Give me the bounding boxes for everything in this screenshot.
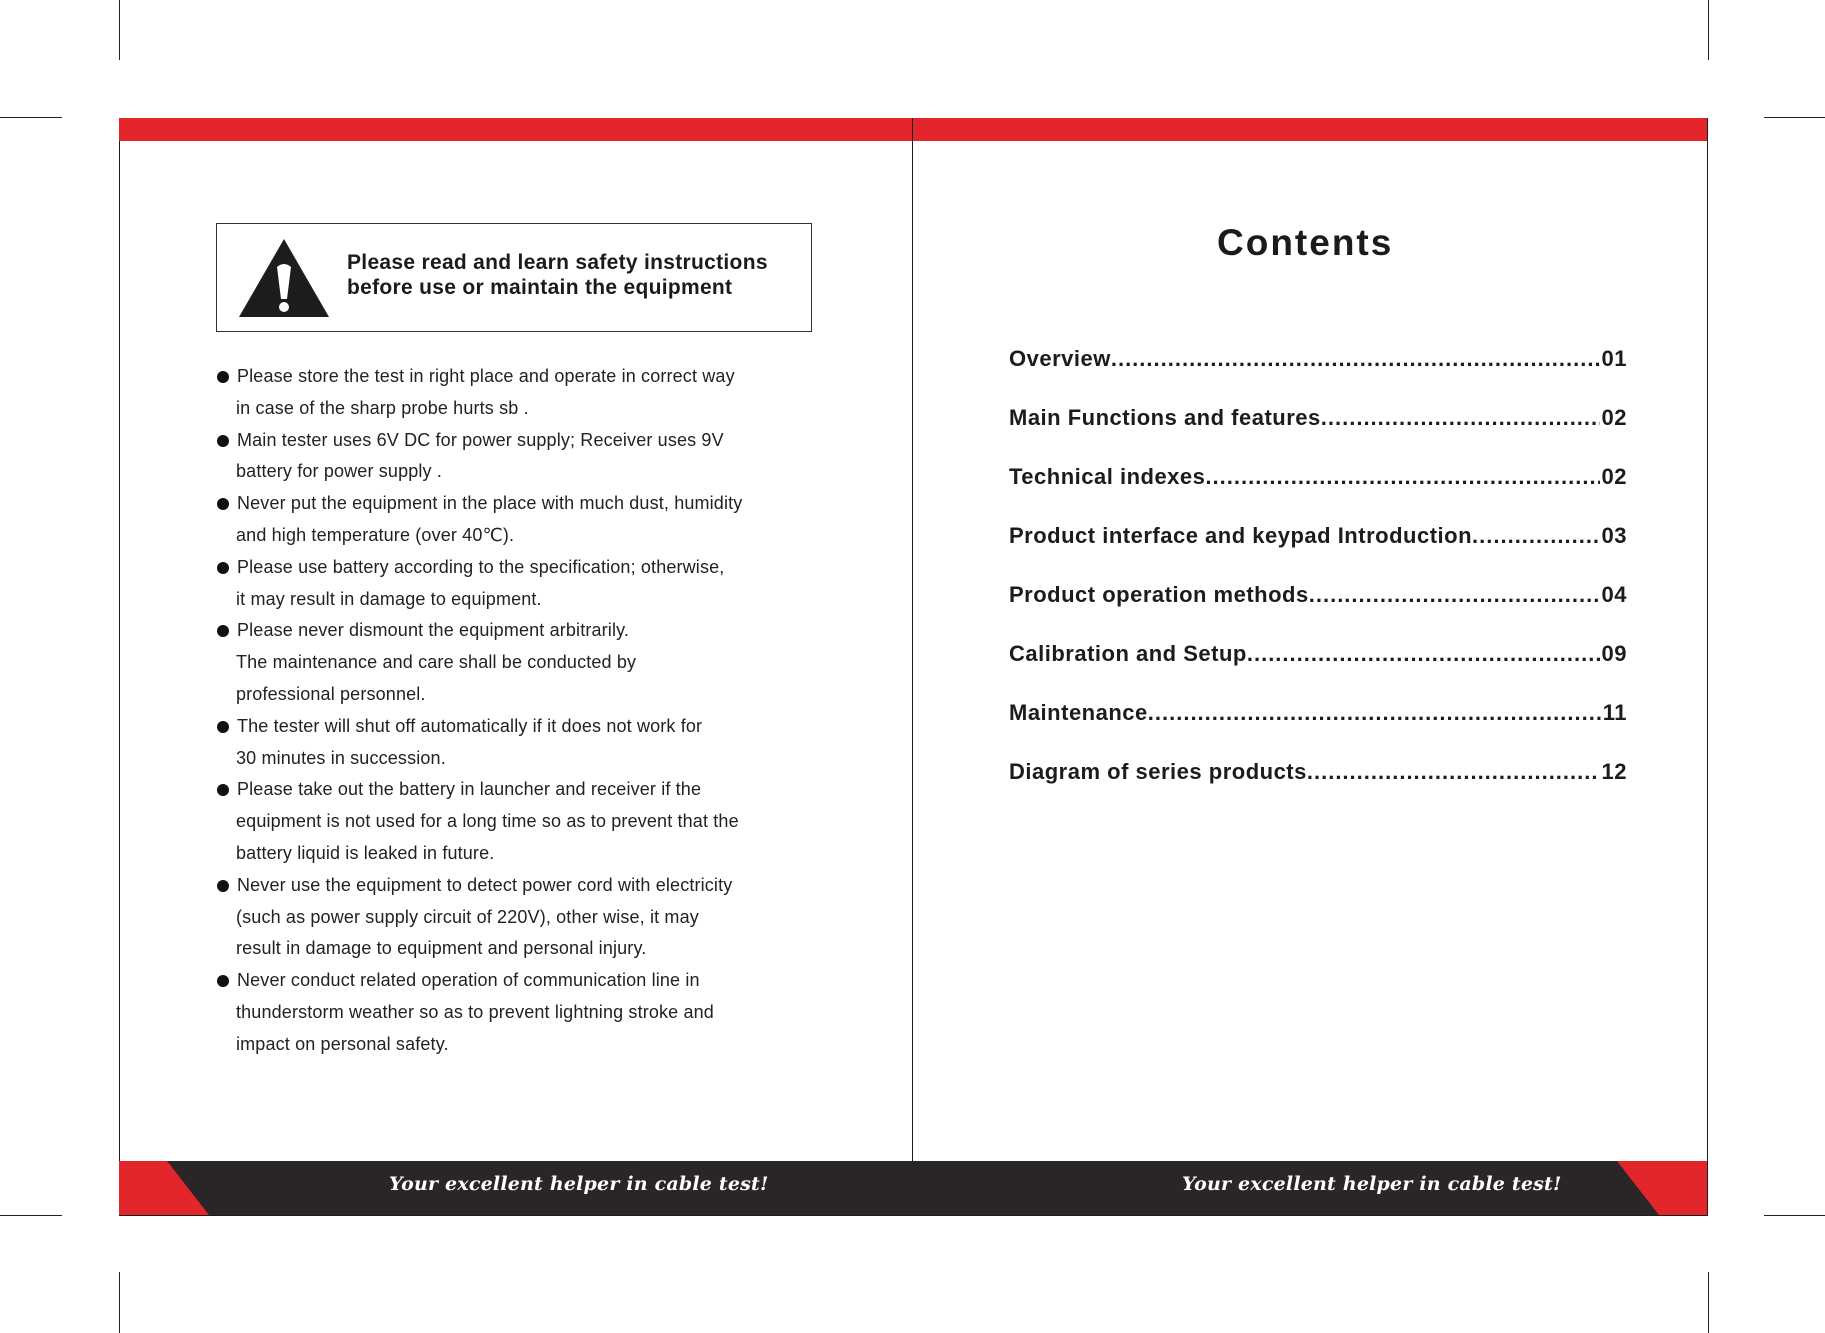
note-line: equipment is not used for a long time so as to prevent that the [236,811,739,832]
toc-label: Main Functions and features [1009,405,1321,430]
toc-label: Product operation methods [1009,582,1309,607]
crop-mark [119,1272,120,1333]
warning-triangle-icon [237,237,331,319]
toc-label: Diagram of series products [1009,759,1307,784]
crop-mark [1708,0,1709,60]
note-line: Never use the equipment to detect power cord with electricity [237,874,733,895]
toc-entry-product-interface[interactable] [1009,523,1627,582]
toc-entry-main-functions[interactable] [1009,405,1627,464]
note-line: Never conduct related operation of communication line in [237,970,700,991]
toc-page-number: 09 [1601,641,1627,666]
bullet-icon [217,371,229,383]
note-line: The tester will shut off automatically if it does not work for [237,715,703,736]
note-line: professional personnel. [236,683,426,704]
toc-label: Calibration and Setup [1009,641,1247,666]
manual-spread [119,118,1707,1215]
toc-label: Technical indexes [1009,464,1206,489]
note-line: Please take out the battery in launcher and receiver if the [237,779,702,800]
crop-mark [1764,1215,1825,1216]
toc-page-number: 02 [1601,464,1627,489]
crop-mark [0,117,62,118]
note-line: battery for power supply . [236,461,442,482]
toc-leader-dots [1309,582,1600,608]
bullet-icon [217,721,229,733]
toc-leader-dots [1247,641,1600,667]
toc-label: Maintenance [1009,700,1148,725]
footer-band [119,1161,1707,1215]
warning-line: before use or maintain the equipment [347,276,733,299]
safety-note [217,361,837,425]
top-red-band [119,118,1707,141]
footer-red-corner-right [1617,1161,1707,1215]
crop-mark [119,0,120,60]
note-line: battery liquid is leaked in future. [236,842,495,863]
toc-page-number: 02 [1601,405,1627,430]
note-line: it may result in damage to equipment. [236,588,542,609]
safety-notes [217,361,837,1061]
crop-mark [0,1215,62,1216]
crop-mark [1708,1272,1709,1333]
toc-label: Overview [1009,346,1111,371]
note-line: Please never dismount the equipment arbitrarily. [237,620,630,641]
table-of-contents [1009,346,1627,818]
toc-leader-dots [1307,759,1600,785]
toc-page-number: 04 [1601,582,1627,607]
note-line: result in damage to equipment and personal injury. [236,938,647,959]
safety-note [217,425,837,489]
toc-page-number: 03 [1601,523,1627,548]
footer-tagline-right: Your excellent helper in cable test! [1182,1173,1562,1195]
note-line: (such as power supply circuit of 220V), other wise, it may [236,906,699,927]
bullet-icon [217,435,229,447]
note-line: in case of the sharp probe hurts sb . [236,397,529,418]
footer-red-corner-left [119,1161,209,1215]
toc-page-number: 11 [1602,700,1627,725]
safety-note [217,774,837,869]
note-line: The maintenance and care shall be conducted by [236,652,637,673]
page-fold-line [912,118,913,1162]
note-line: Never put the equipment in the place with much dust, humidity [237,493,743,514]
safety-note [217,615,837,710]
safety-warning-text [347,250,768,300]
toc-page-number: 01 [1601,346,1627,371]
note-line: Main tester uses 6V DC for power supply; Receiver uses 9V [237,429,724,450]
warning-line: Please read and learn safety instructions [347,251,768,274]
note-line: thunderstorm weather so as to prevent lightning stroke and [236,1001,714,1022]
note-line: impact on personal safety. [236,1033,449,1054]
note-line: 30 minutes in succession. [236,747,446,768]
toc-leader-dots [1111,346,1600,372]
toc-label: Product interface and keypad Introduction [1009,523,1473,548]
toc-entry-technical-indexes[interactable] [1009,464,1627,523]
toc-leader-dots [1321,405,1600,431]
contents-title: Contents [1217,222,1394,263]
safety-note [217,488,837,552]
toc-leader-dots [1205,464,1599,490]
safety-note [217,552,837,616]
toc-page-number: 12 [1601,759,1627,784]
toc-entry-operation-methods[interactable] [1009,582,1627,641]
toc-entry-maintenance[interactable] [1009,700,1627,759]
toc-leader-dots [1148,700,1601,726]
note-line: Please store the test in right place and operate in correct way [237,366,735,386]
toc-entry-calibration[interactable] [1009,641,1627,700]
footer-tagline-left: Your excellent helper in cable test! [389,1173,769,1195]
safety-note [217,711,837,775]
safety-warning-box [216,223,812,332]
crop-mark [1764,117,1825,118]
bullet-icon [217,562,229,574]
safety-note [217,870,837,965]
toc-entry-overview[interactable] [1009,346,1627,405]
toc-entry-diagram-series[interactable] [1009,759,1627,818]
note-line: Please use battery according to the specification; otherwise, [237,556,725,577]
safety-note [217,965,837,1060]
toc-leader-dots [1472,523,1600,549]
note-line: and high temperature (over 40℃). [236,524,515,545]
bullet-icon [217,880,229,892]
